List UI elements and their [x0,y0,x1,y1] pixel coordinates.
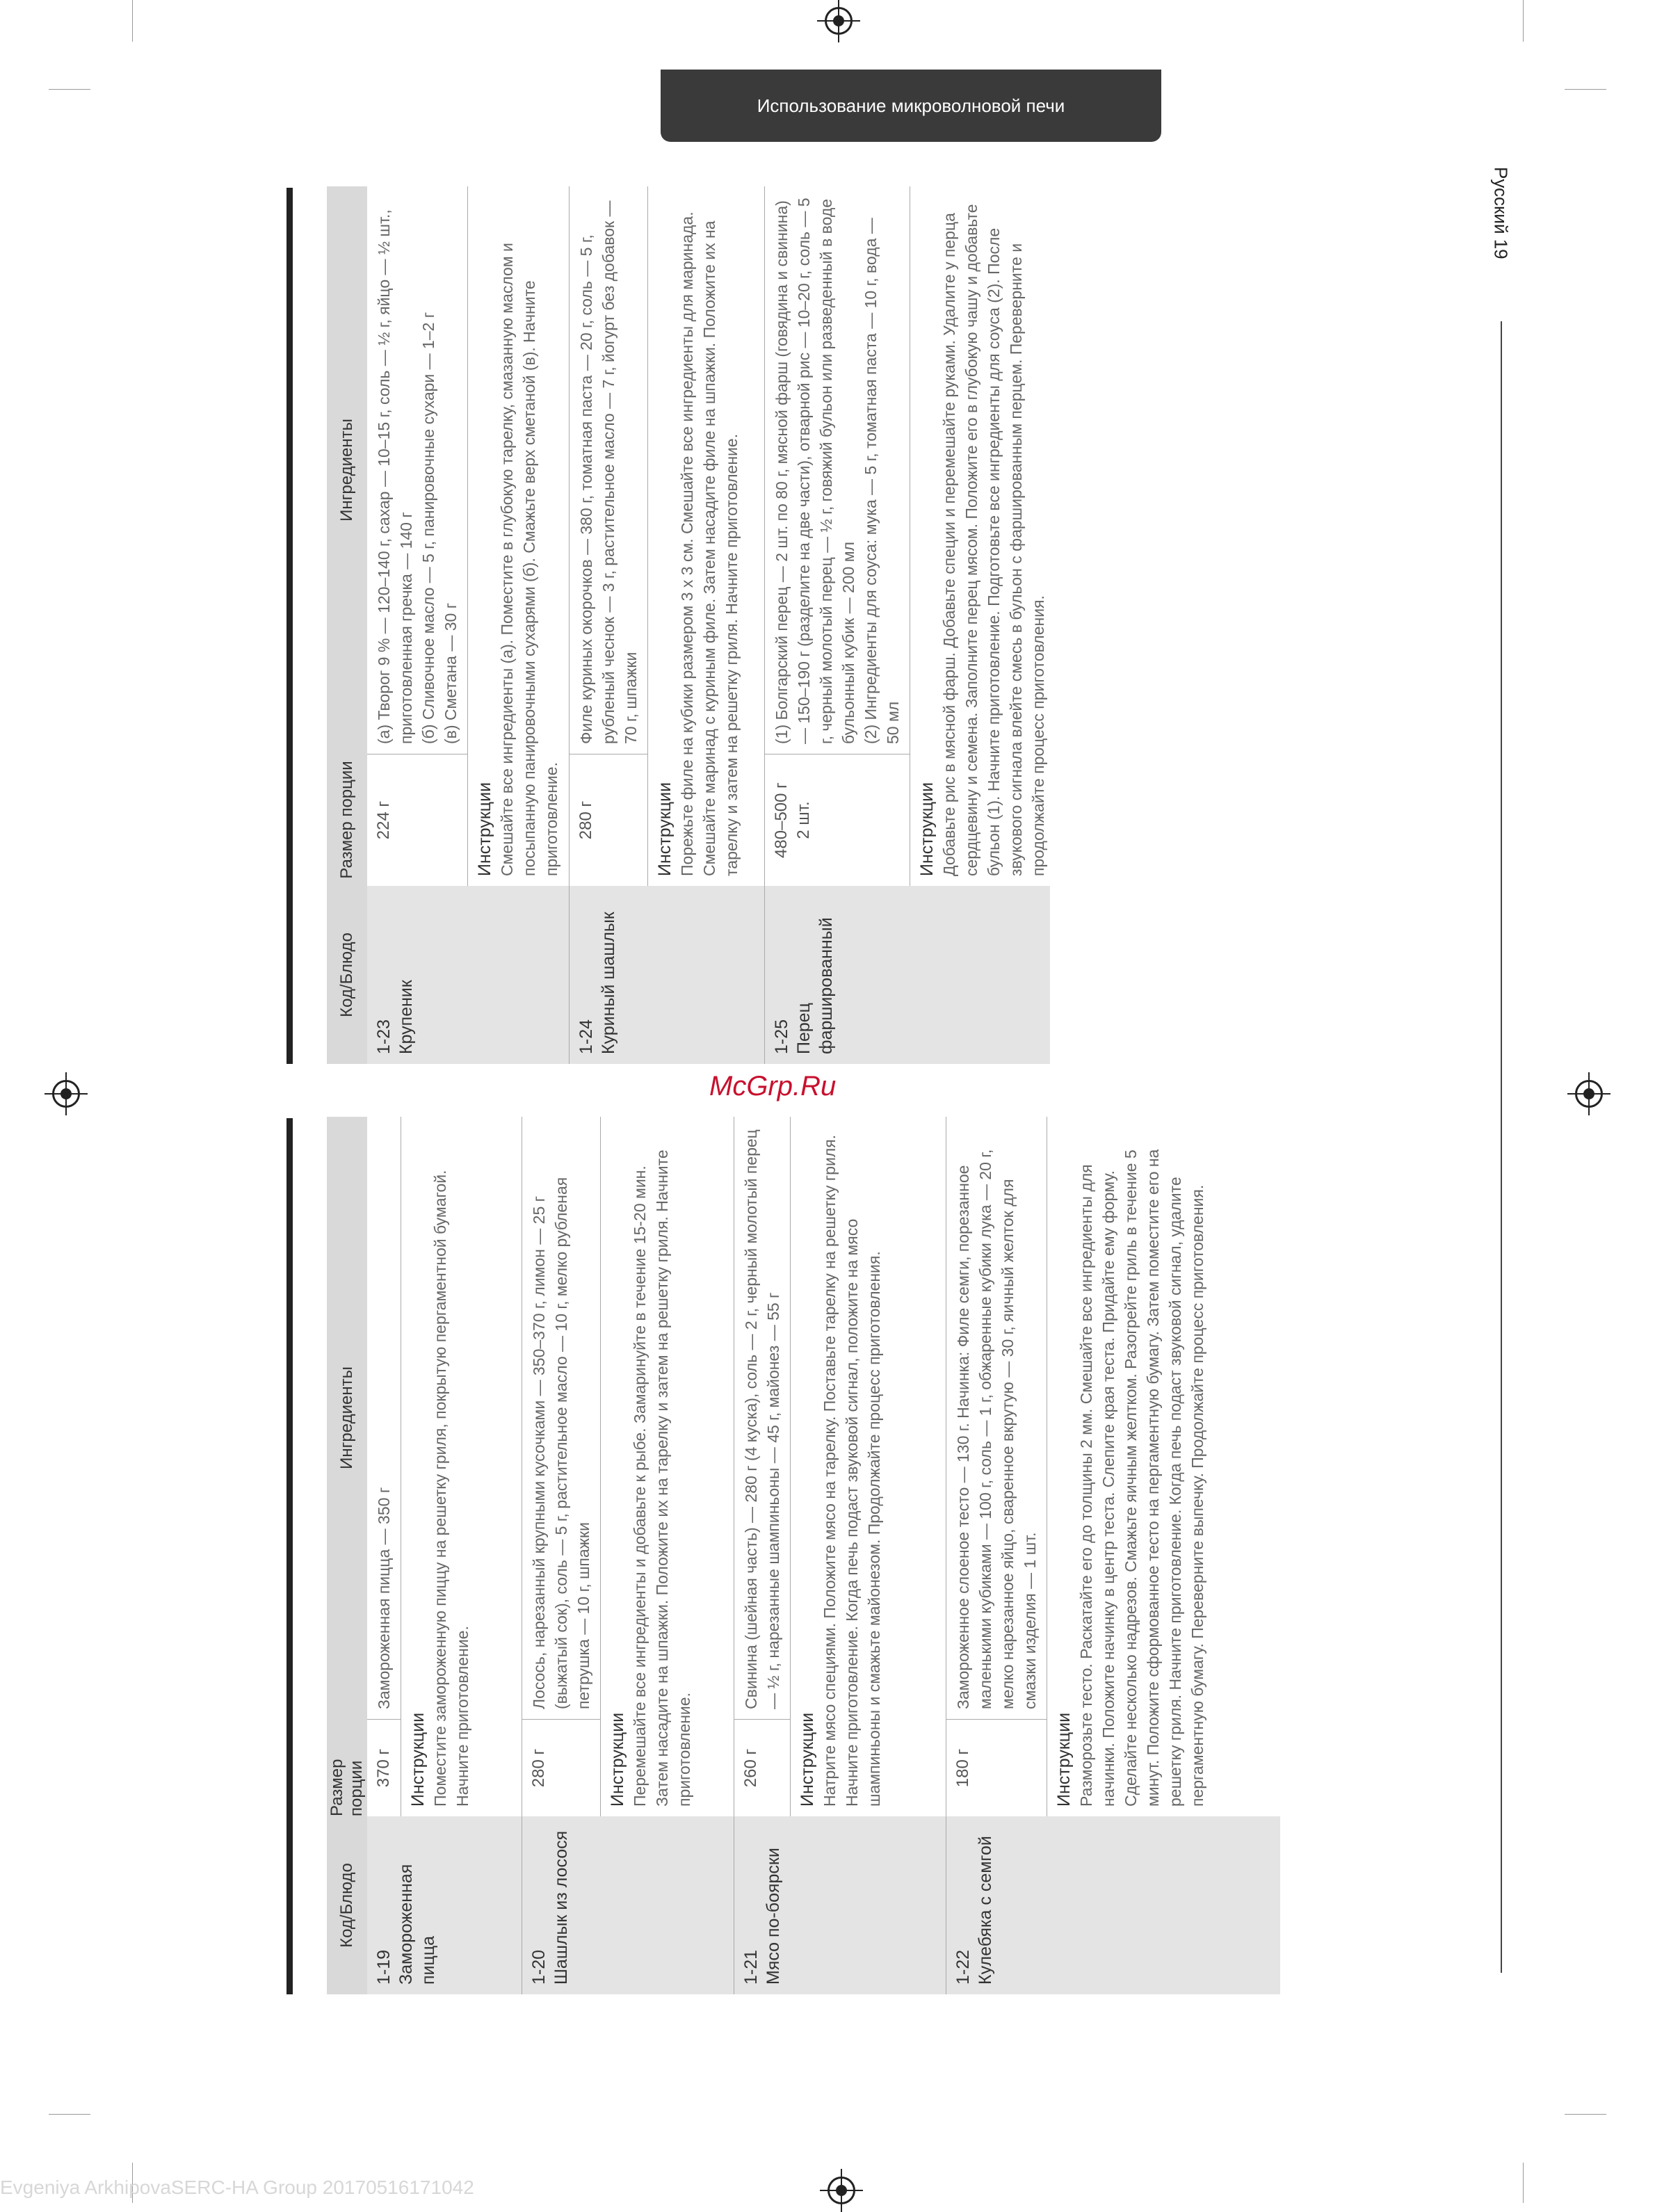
dish-code: 1-20 [529,1949,549,1985]
instructions-block [647,186,750,886]
ingredients-text: Замороженное слоеное тесто — 130 г. Начинка: Филе семги, порезанное маленькими кубиками — 100 г, соль — 1 г, обжаренные кубики лука — 20 г, мелко нарезанное яйцо, сваренное вкрутую — 30 г, яичный желток для смазки изделия — 1 шт. [954,1149,1039,1709]
ingredients-text: (2) Ингредиенты для соуса: мука — 5 г, томатная паста — 10 г, вода — 50 мл [862,218,902,744]
instructions-heading: Инструкции [798,1712,817,1807]
instructions-text: Разморозьте тесто. Раскатайте его до толщины 2 мм. Смешайте все ингредиенты для начинки. Положите начинку в центр теста. Слепите края теста. Придайте ему форму. Сделайте несколько надрезов. Смажьте яичным желтком. Разогрейте гриль в течение 5 минут. Положите сформованное тесто на пергаментную бумагу. Затем поместите его на решетку гриля. Начните приготовление. Когда печь подаст звуковой сигнал, удалите пергаментную бумагу. Переверните выпечку. Продолжайте процесс приготовления. [1077,1149,1206,1807]
dish-name: Замороженная пицца [396,1864,438,1985]
ingredients-text: Филе куриных окорочков — 380 г, томатная паста — 20 г, соль — 5 г, рубленый чеснок — 3 г, растительное масло — 7 г, йогурт без добавок — 70 г, шпажки [577,200,640,744]
dish-name: Крупеник [396,980,416,1054]
table-header [327,1117,367,1994]
table-row [522,1117,734,1994]
section-title: Использование микроволновой печи [757,95,1065,116]
col-ingredients: Ингредиенты [337,419,356,522]
instructions-block [401,1117,481,1816]
dish-name: Перец фаршированный [794,917,836,1054]
instructions-heading: Инструкции [1054,1712,1074,1807]
page-label: Русский 19 [1490,167,1512,259]
ingredients-text: (б) Сливочное масло — 5 г, панировочные сухари — 1–2 г [419,312,437,744]
table-row [367,1117,522,1994]
section-banner [661,70,1161,142]
dish-code: 1-24 [576,1019,596,1054]
dish-name: Куриный шашлык [599,912,618,1054]
table-row [570,186,765,1064]
portion-size: 180 г [946,1719,1047,1816]
instructions-heading: Инструкции [655,782,675,876]
col-ingredients: Ингредиенты [337,1366,356,1469]
page-rule [1501,321,1502,1973]
ingredients-text: Свинина (шейная часть) — 280 г (4 куска), соль — 2 г, черный молотый перец — ½ г, нарезанные шампиньоны — 45 г, майонез — 55 г [742,1129,782,1709]
col-code: Код/Блюдо [337,933,356,1017]
instructions-block [1047,1117,1216,1816]
portion-size: 280 г [570,754,647,886]
left-table [327,1117,1280,1994]
instructions-heading: Инструкции [608,1712,627,1807]
left-table-bar [286,1118,293,1994]
ingredients-text: Замороженная пицца — 350 г [375,1487,393,1709]
ingredients-text: Лосось, нарезанный крупными кусочками — 350–370 г, лимон — 25 г (выжатый сок), соль — 5 г, растительное масло — 10 г, мелко рубленая петрушка — 10 г, шпажки [530,1177,592,1709]
ingredients-text: (а) Творог 9 % — 120–140 г, сахар — 10–15 г, соль — ½ г, яйцо — ½ шт., приготовленная гречка — 140 г [375,209,415,744]
portion-size: 370 г [367,1719,401,1816]
instructions-text: Смешайте все ингредиенты (а). Поместите в глубокую тарелку, смазанную маслом и посыпанную панировочными сухарями (б). Смажьте верх сметаной (в). Начните приготовление. [498,243,560,876]
table-header [327,186,367,1064]
footer-text: Evgeniya ArkhipovaSERC-HA Group 20170516171042 [0,2177,474,2198]
ingredients-text: (в) Сметана — 30 г [442,602,460,744]
dish-code: 1-23 [374,1019,394,1054]
registration-mark-right [1575,1080,1603,1108]
col-portion: Размер порции [328,1759,366,1816]
instructions-heading: Инструкции [475,782,494,876]
dish-code: 1-22 [953,1949,973,1985]
right-table [327,186,1050,1064]
registration-mark-top [825,7,853,35]
ingredients-text: (1) Болгарский перец — 2 шт. по 80 г, мясной фарш (говядина и свинина) — 150–190 г (разделите на две части), отварной рис — 10–20 г, соль — 5 г, черный молотый перец — ½ г, говяжий бульон или разведенный в воде бульонный кубик — 200 мл [773,197,857,744]
instructions-text: Перемешайте все ингредиенты и добавьте к рыбе. Замаринуйте в течение 15-20 мин. Затем насадите на шпажки. Положите их на тарелку и затем на решетку гриля. Начните приготовление. [631,1149,693,1807]
portion-size: 280 г [522,1719,600,1816]
table-row [946,1117,1280,1994]
instructions-text: Поместите замороженную пиццу на решетку гриля, покрытую пергаментной бумагой. Начните приготовление. [431,1170,471,1807]
portion-size: 480–500 г 2 шт. [765,754,910,886]
registration-mark-left [52,1080,80,1108]
dish-code: 1-25 [772,1019,791,1054]
dish-code: 1-21 [741,1949,761,1985]
watermark-text: McGrp.Ru [709,1071,837,1101]
instructions-block [910,186,1056,886]
instructions-heading: Инструкции [917,782,937,876]
dish-name: Мясо по-боярски [764,1848,783,1985]
table-row [734,1117,946,1994]
right-table-bar [286,188,293,1064]
col-portion: Размер порции [337,761,356,879]
table-row [765,186,1050,1064]
portion-size: 224 г [367,754,467,886]
instructions-block [790,1117,892,1816]
instructions-text: Добавьте рис в мясной фарш. Добавьте специи и перемешайте руками. Удалите у перца сердцевину и семена. Заполните перец мясом. Положите его в глубокую чашу и добавьте бульон (1). Начните приготовление. Подготовьте все ингредиенты для соуса (2). После звукового сигнала влейте смесь в бульон с фаршированным перцем. Переверните и продолжайте процесс приготовления. [940,204,1047,876]
instructions-text: Натрите мясо специями. Положите мясо на тарелку. Поставьте тарелку на решетку гриля. Начните приготовление. Когда печь подаст звуковой сигнал, положите на мясо шампиньоны и смажьте майонезом. Продолжайте процесс приготовления. [821,1134,883,1807]
instructions-block [600,1117,702,1816]
col-code: Код/Блюдо [337,1863,356,1948]
dish-code: 1-19 [374,1949,394,1985]
instructions-text: Порежьте филе на кубики размером 3 x 3 см. Смешайте все ингредиенты для маринада. Смешайте маринад с куриным филе. Затем насадите филе на шпажки. Положите их на тарелку и затем на решетку гриля. Начните приготовление. [678,211,741,876]
portion-size: 260 г [734,1719,790,1816]
instructions-block [467,186,570,886]
dish-name: Кулебяка с семгой [976,1836,995,1985]
instructions-heading: Инструкции [408,1712,428,1807]
registration-mark-bottom [828,2177,855,2204]
dish-name: Шашлык из лосося [551,1830,571,1985]
table-row [367,186,570,1064]
